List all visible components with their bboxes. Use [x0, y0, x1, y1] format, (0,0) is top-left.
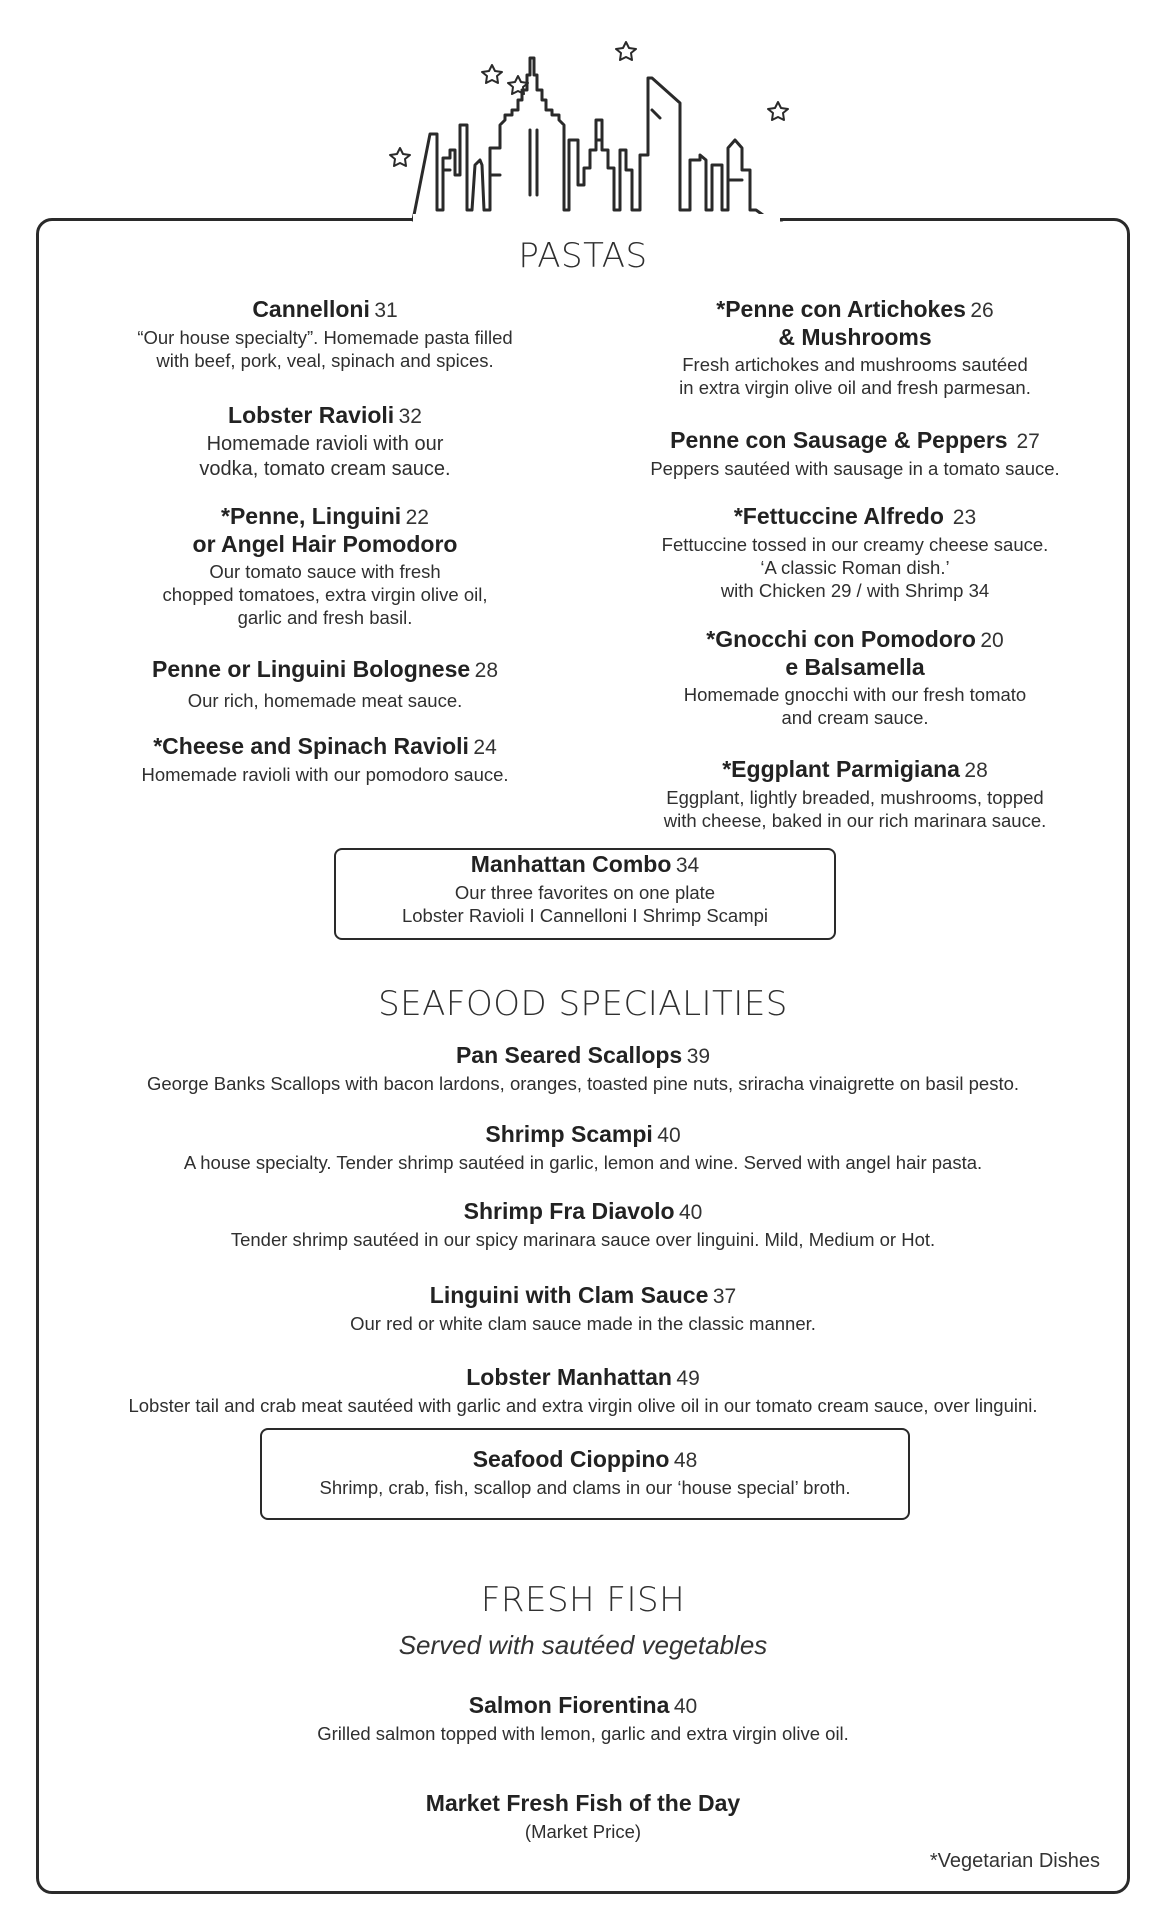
menu-item-penne-sausage: Penne con Sausage & Peppers 27 Peppers sautéed with sausage in a tomato sauce. [650, 427, 1060, 479]
menu-item-market-fish: Market Fresh Fish of the Day (Market Price) [425, 1790, 741, 1842]
menu-item-seafood-cioppino: Seafood Cioppino 48 Shrimp, crab, fish, scallop and clams in our ‘house special’ broth. [319, 1446, 851, 1498]
city-skyline-icon [0, 0, 1166, 230]
menu-item-lobster-manhattan: Lobster Manhattan 49 Lobster tail and crab meat sautéed with garlic and extra virgin olive oil in our tomato cream sauce, over linguini. [128, 1364, 1038, 1416]
fresh-fish-heading: FRESH FISH [480, 1580, 686, 1620]
menu-item-pan-seared-scallops: Pan Seared Scallops 39 George Banks Scallops with bacon lardons, oranges, toasted pine nuts, sriracha vinaigrette on basil pesto. [146, 1042, 1020, 1094]
menu-item-fettuccine-alfredo: *Fettuccine Alfredo 23 Fettuccine tossed in our creamy cheese sauce. ‘A classic Roman dish.’ with Chicken 29 / with Shrimp 34 [661, 503, 1049, 601]
menu-item-shrimp-fra-diavolo: Shrimp Fra Diavolo 40 Tender shrimp sautéed in our spicy marinara sauce over linguini. Mild, Medium or Hot. [230, 1198, 936, 1250]
menu-item-bolognese: Penne or Linguini Bolognese 28 Our rich, homemade meat sauce. [152, 656, 498, 711]
pastas-heading: PASTAS [518, 236, 648, 276]
menu-item-penne-artichokes: *Penne con Artichokes 26 & Mushrooms Fresh artichokes and mushrooms sautéed in extra virgin olive oil and fresh parmesan. [679, 296, 1031, 399]
menu-item-cheese-spinach-ravioli: *Cheese and Spinach Ravioli 24 Homemade ravioli with our pomodoro sauce. [141, 733, 509, 785]
fresh-fish-subtitle: Served with sautéed vegetables [398, 1630, 768, 1660]
menu-item-shrimp-scampi: Shrimp Scampi 40 A house specialty. Tender shrimp sautéed in garlic, lemon and wine. Served with angel hair pasta. [183, 1121, 983, 1173]
menu-item-gnocchi: *Gnocchi con Pomodoro 20 e Balsamella Homemade gnocchi with our fresh tomato and cream sauce. [683, 626, 1027, 729]
seafood-heading: SEAFOOD SPECIALITIES [378, 984, 788, 1024]
menu-item-penne-pomodoro: *Penne, Linguini 22 or Angel Hair Pomodoro Our tomato sauce with fresh chopped tomatoes, extra virgin olive oil, garlic and fresh basil. [162, 503, 488, 629]
menu-item-lobster-ravioli: Lobster Ravioli 32 Homemade ravioli with our vodka, tomato cream sauce. [199, 402, 451, 480]
menu-item-eggplant-parmigiana: *Eggplant Parmigiana 28 Eggplant, lightly breaded, mushrooms, topped with cheese, baked in our rich marinara sauce. [663, 756, 1047, 831]
menu-item-salmon-fiorentina: Salmon Fiorentina 40 Grilled salmon topped with lemon, garlic and extra virgin olive oil. [317, 1692, 849, 1744]
menu-item-linguini-clam-sauce: Linguini with Clam Sauce 37 Our red or white clam sauce made in the classic manner. [350, 1282, 816, 1334]
menu-item-cannelloni: Cannelloni 31 “Our house specialty”. Homemade pasta filled with beef, pork, veal, spinach and spices. [137, 296, 513, 371]
vegetarian-footnote: *Vegetarian Dishes [929, 1850, 1100, 1872]
menu-item-manhattan-combo: Manhattan Combo 34 Our three favorites on one plate Lobster Ravioli I Cannelloni I Shrimp Scampi [401, 851, 769, 926]
